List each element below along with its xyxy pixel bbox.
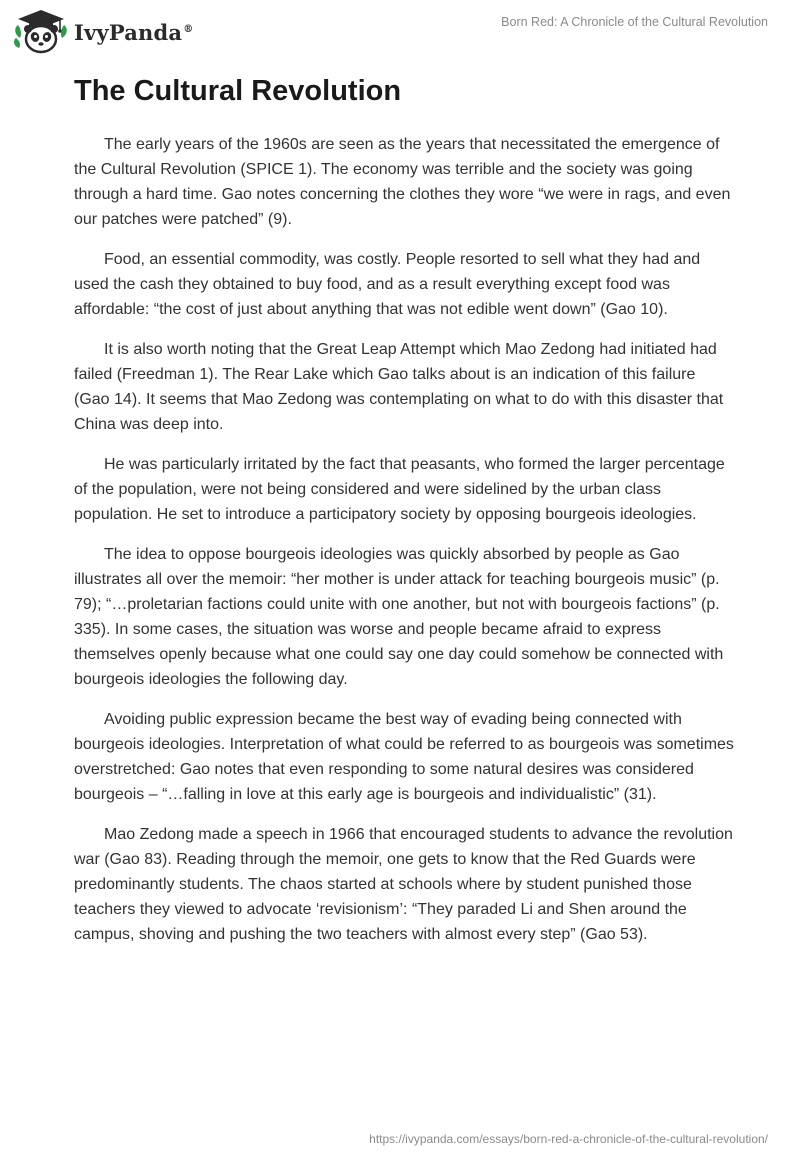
section-heading: The Cultural Revolution <box>74 75 402 107</box>
paragraph: Food, an essential commodity, was costly. People resorted to sell what they had and used the cash they obtained to buy food, and as a result everything except food was affordable: “the cost of just about anything that was not edible went down” (Gao 10). <box>74 251 701 318</box>
paragraph: It is also worth noting that the Great Leap Attempt which Mao Zedong had initiated had failed (Freedman 1). The Rear Lake which Gao talks about is an indication of this failure (Gao 14). It seems that Mao Zedong was contemplating on what to do with this disaster that China was deep into. <box>74 341 724 433</box>
brand-name <box>74 20 193 45</box>
page-header <box>0 0 800 60</box>
registered-mark: ® <box>183 23 194 35</box>
paragraph: Mao Zedong made a speech in 1966 that encouraged students to advance the revolution war (Gao 83). Reading through the memoir, one gets to know that the Red Guards were predominantly students. The chaos started at schools where by student punished those teachers they viewed to advocate ‘revisionism’: “They paraded Li and Shen around the campus, shoving and pushing the two teachers with almost every step” (Gao 53). <box>74 826 733 943</box>
document-title: Born Red: A Chronicle of the Cultural Revolution <box>501 15 768 29</box>
paragraph: He was particularly irritated by the fact that peasants, who formed the larger percentage of the population, were not being considered and were sidelined by the urban class population. He set to introduce a participatory society by opposing bourgeois ideologies. <box>74 456 725 523</box>
article-body <box>74 132 734 962</box>
brand-text: IvyPanda <box>74 19 183 45</box>
source-url[interactable]: https://ivypanda.com/essays/born-red-a-chronicle-of-the-cultural-revolution/ <box>369 1132 768 1146</box>
paragraph: Avoiding public expression became the best way of evading being connected with bourgeois ideologies. Interpretation of what could be referred to as bourgeois was sometimes overstretched: Gao notes that even responding to some natural desires was considered bourgeois – “…falling in love at this early age is bourgeois and individualistic” (31). <box>74 711 734 803</box>
ivypanda-logo[interactable] <box>14 8 193 54</box>
paragraph: The idea to oppose bourgeois ideologies was quickly absorbed by people as Gao illustrates all over the memoir: “her mother is under attack for teaching bourgeois music” (p. 79); “…proletarian factions could unite with one another, but not with bourgeois factions” (p. 335). In some cases, the situation was worse and people became afraid to express themselves openly because what one could say one day could somehow be connected with bourgeois ideologies the following day. <box>74 546 724 688</box>
panda-graduate-icon <box>14 8 68 54</box>
paragraph: The early years of the 1960s are seen as the years that necessitated the emergence of the Cultural Revolution (SPICE 1). The economy was terrible and the society was going through a hard time. Gao notes concerning the clothes they wore “we were in rags, and even our patches were patched” (9). <box>74 136 731 228</box>
